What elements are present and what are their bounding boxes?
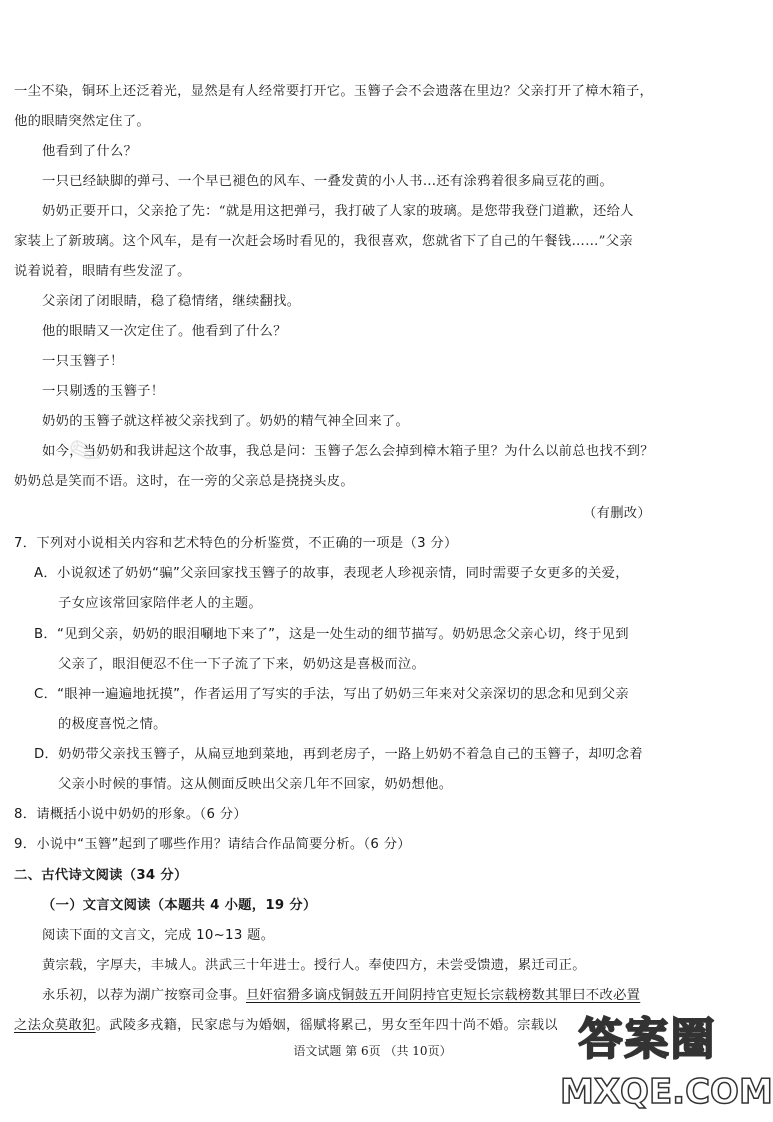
watermark-logo [560,1010,773,1115]
question-9: 9．小说中“玉簪”起到了哪些作用？请结合作品简要分析。（6 分） [14,837,411,852]
question-7-stem: 7．下列对小说相关内容和艺术特色的分析鉴赏，不正确的一项是（3 分） [14,536,458,551]
option-d-cont: 父亲小时候的事情。这从侧面反映出父亲几年不回家，奶奶想他。 [58,777,453,792]
passage-line: 他的眼睛又一次定住了。他看到了什么？ [42,324,287,339]
passage-line: 家装上了新玻璃。这个风车，是有一次赶会场时看见的，我很喜欢，您就省下了自己的午餐钱……”父亲 [14,234,633,249]
option-c-cont: 的极度喜悦之情。 [58,717,167,732]
passage-line: 一尘不染，铜环上还泛着光，显然是有人经常要打开它。玉簪子会不会遗落在里边？父亲打开了樟木箱子， [14,84,654,99]
subsection-heading: （一）文言文阅读（本题共 4 小题，19 分） [42,898,317,913]
classical-text-segment: 永乐初，以荐为湖广按察司佥事。 [42,988,246,1003]
passage-line: 一只已经缺脚的弹弓、一个早已褪色的风车、一叠发黄的小人书…还有涂鸦着很多扁豆花的画。 [42,174,614,189]
classical-text-line [42,986,731,1006]
passage-line: 他看到了什么？ [42,144,138,159]
passage-line: 他的眼睛突然定住了。 [14,114,150,129]
question-8: 8．请概括小说中奶奶的形象。（6 分） [14,807,247,822]
option-b-cont: 父亲了，眼泪便忍不住一下子流了下来，奶奶这是喜极而泣。 [58,657,426,672]
passage-line: 如今，当奶奶和我讲起这个故事，我总是问：玉簪子怎么会掉到樟木箱子里？为什么以前总也找不到？ [42,444,654,459]
watermark-url: MXQE.COM [560,1072,773,1112]
passage-line: 说着说着，眼睛有些发涩了。 [14,264,191,279]
underlined-passage: 之法众莫敢犯 [14,1018,96,1033]
passage-line: 父亲闭了闭眼睛，稳了稳情绪，继续翻找。 [42,294,301,309]
passage-line: 一只剔透的玉簪子！ [42,384,165,399]
passage-line: 奶奶正要开口，父亲抢了先：“就是用这把弹弓，我打破了人家的玻璃。是您带我登门道歉，还给人 [42,204,634,219]
page-footer: 语文试题 第 6页 （共 10页） [293,1044,452,1058]
passage-line: 奶奶的玉簪子就这样被父亲找到了。奶奶的精气神全回来了。 [42,414,410,429]
watermark-text: 答案圈 [578,1014,717,1065]
section-heading: 二、古代诗文阅读（34 分） [14,868,188,883]
faint-stamp-mark: ✎ [62,425,110,481]
source-note: （有删改） [583,506,651,521]
passage-line: 奶奶总是笑而不语。这时，在一旁的父亲总是挠挠头皮。 [14,474,354,489]
option-a-cont: 子女应该常回家陪伴老人的主题。 [58,596,262,611]
option-b: B．“见到父亲，奶奶的眼泪唰地下来了”，这是一处生动的细节描写。奶奶思念父亲心切，终于见到 [34,627,629,642]
instruction-text: 阅读下面的文言文，完成 10~13 题。 [42,928,275,943]
passage-line: 一只玉簪子！ [42,354,124,369]
classical-text-line: 黄宗载，字厚夫，丰城人。洪武三十年进士。授行人。奉使四方，未尝受馈遗，累迁司正。 [42,958,586,973]
option-d: D．奶奶带父亲找玉簪子，从扁豆地到菜地，再到老房子，一路上奶奶不着急自己的玉簪子，却叨念着 [34,747,643,762]
option-a: A．小说叙述了奶奶“骗”父亲回家找玉簪子的故事，表现老人珍视亲情，同时需要子女更多的关爱， [34,566,629,581]
classical-text-segment: 。武陵多戎籍，民家虑与为婚姻，徭赋将累己，男女至年四十尚不婚。宗载以 [95,1018,558,1033]
underlined-passage: 旦奸宿猾多谪戍铜鼓五开间阴持官吏短长宗载榜数其罪曰不改必置 [245,988,641,1003]
option-c: C．“眼神一遍遍地抚摸”，作者运用了写实的手法，写出了奶奶三年来对父亲深切的思念和见到父亲 [34,687,630,702]
